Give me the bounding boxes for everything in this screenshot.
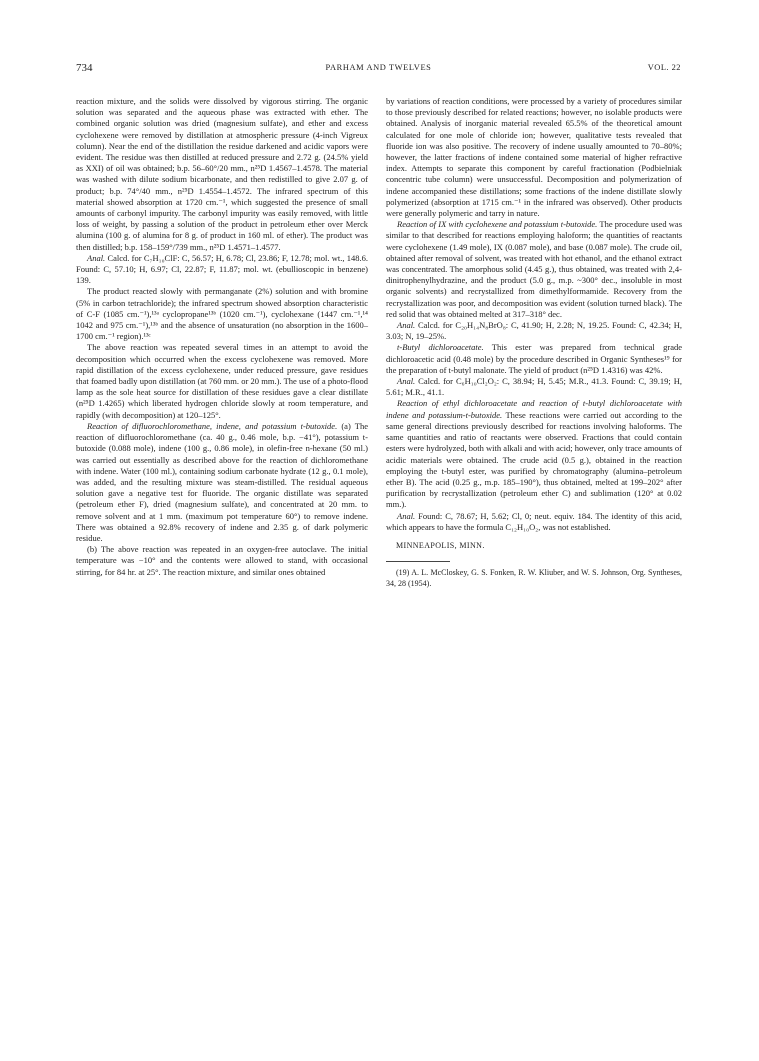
running-header [76, 60, 681, 76]
section-title: Reaction of difluorochloromethane, indene, and potassium t-butoxide. [87, 420, 338, 431]
analysis-text: Found: C, 78.67; H, 5.62; Cl, 0; neut. equiv. 184. The identity of this acid, which appears to have the formula C₁₂H₁₀O₂, was not established. [386, 510, 682, 532]
footnote-rule [386, 561, 450, 562]
analysis-paragraph [76, 253, 368, 287]
section-text: The procedure used was similar to that described for reactions employing haloform; the quantities of reactants were cyclohexene (1.49 mole), IX (0.087 mole), and base (0.087 mole). The crude oil, obtained after removal of solvent, was treated with hot ethanol, and the ethanol extract was concentrated. The amorphous solid (4.45 g.), thus obtained, was treated with 2,4-dinitrophenylhydrazine, and the product (5.0 g., m.p. ~300° dec., insoluble in most organic solvents) and recrystallized from dimethylformamide. Recovery from the recrystallization was poor, and decomposition was evident (solution turned black). The red solid that was obtained melted at 317–318° dec. [386, 219, 682, 319]
running-title: PARHAM AND TWELVES [325, 63, 432, 72]
paragraph: by variations of reaction conditions, were processed by a variety of procedures similar to those previously described for related reactions; however, no isolable products were obtained. Analysis of inorganic material revealed 65.5% of the theoretical amount calculated for one mole of chloride ion; however, qualitative tests revealed that fluoride ion was also positive. The recovery of indene usually amounted to 70–80%; however, the latter fractions of indene contained some material of higher refractive index. Attempts to separate this component by careful fractionation (Podbielniak concentric tube column) were unsuccessful. Decomposition and polymerization of indene accompanied these distillations; some fractions of the indene distillate slowly polymerized (absorption at 1715 cm.⁻¹ in the infrared was observed). Other products were generally polymeric and tarry in nature. [386, 96, 682, 219]
analysis-paragraph [386, 376, 682, 398]
section-paragraph [386, 219, 682, 320]
section-title: Reaction of IX with cyclohexene and potassium t-butoxide. [397, 219, 598, 230]
section-title: Reaction of ethyl dichloroacetate and reaction of t-butyl dichloroacetate with indene and potassium-t-butoxide. [386, 398, 682, 420]
section-paragraph [386, 342, 682, 376]
paragraph: (b) The above reaction was repeated in an oxygen-free autoclave. The initial temperature was −10° and the contents were allowed to stand, with occasional stirring, for 84 hr. at 25°. The reaction mixture, and similar ones obtained [76, 544, 368, 577]
section-text: This ester was prepared from technical grade dichloroacetic acid (0.48 mole) by the procedure described in Organic Syntheses¹⁹ for the preparation of t-butyl malonate. The yield of product (n²⁵D 1.4316) was 42%. [386, 342, 682, 375]
location-line: MINNEAPOLIS, MINN. [396, 540, 485, 550]
right-column [386, 96, 682, 590]
section-text: (a) The reaction of difluorochloromethane (ca. 40 g., 0.46 mole, b.p. −41°), potassium t-butoxide (0.088 mole), indene (100 g., 0.86 mole), in olefin-free n-hexane (50 ml.) was carried out essentially as described above for the reaction of dichloromethane with indene. Water (100 ml.), containing sodium carbonate hydrate (12 g., 0.1 mole), was added, and the resulting mixture was steam-distilled. The residual aqueous solution gave a negative test for fluoride. The organic distillate was separated (petroleum ether F), dried (magnesium sulfate), and concentrated at 20 mm. to remove solvent and at 1 mm. (maximum pot temperature 60°) to remove indene. There was obtained a 92.8% recovery of indene and 2.35 g. of dark polymeric residue. [76, 420, 368, 543]
anal-label: Anal. [397, 320, 416, 331]
section-paragraph [386, 398, 682, 510]
section-title: t-Butyl dichloroacetate. [397, 342, 484, 353]
footnote: (19) A. L. McCloskey, G. S. Fonken, R. W. Kliuber, and W. S. Johnson, Org. Syntheses, 34, 28 (1954). [386, 568, 682, 588]
anal-label: Anal. [397, 376, 416, 387]
analysis-paragraph [386, 320, 682, 342]
volume-label: VOL. 22 [647, 63, 681, 72]
analysis-text: Calcd. for C₆H₁₀Cl₂O₂: C, 38.94; H, 5.45; M.R., 41.3. Found: C, 39.19; H, 5.61; M.R., 41.1. [386, 376, 682, 398]
paragraph: The above reaction was repeated several times in an attempt to avoid the decomposition which occurred when the excess cyclohexene was removed. More rapid distillation of the excess cyclohexene, under reduced pressure, gave residues that foamed badly upon distillation (at 760 mm. or 20 mm.). The use of a photo-flood lamp as the sole heat source for distillation of these residues gave a clear distillate (n²⁵D 1.4265) which liberated hydrogen chloride slowly at room temperature, and rapidly (with decomposition) at 120–125°. [76, 342, 368, 420]
analysis-text: Calcd. for C₇H₁₀ClF: C, 56.57; H, 6.78; Cl, 23.86; F, 12.78; mol. wt., 148.6. Found: C, 57.10; H, 6.97; Cl, 22.87; F, 11.87; mol. wt. (ebullioscopic in benzene) 139. [76, 252, 368, 286]
anal-label: Anal. [397, 510, 416, 521]
anal-label: Anal. [87, 252, 106, 263]
paragraph: The product reacted slowly with permanganate (2%) solution and with bromine (5% in carbon tetrachloride); the infrared spectrum showed absorption characteristic of C-F (1085 cm.⁻¹),¹³ᵃ cyclopropane¹³ᵇ (1020 cm.⁻¹), cyclohexane (1447 cm.⁻¹,¹⁴ 1042 and 975 cm.⁻¹),¹³ᵇ and the absence of unsaturation (no absorption in the 1600–1700 cm.⁻¹ region).¹³ᶜ [76, 286, 368, 342]
analysis-text: Calcd. for C₂₀H₁₄N₈BrO₈: C, 41.90; H, 2.28; N, 19.25. Found: C, 42.34; H, 3.03; N, 19–25%. [386, 320, 682, 342]
section-text: These reactions were carried out according to the same general directions previously described for reactions involving haloforms. The same quantities and ratio of reactants were observed. Fractions that could contain esters were hydrolyzed, both with alkali and with acid; however, only trace amounts of acidic materials were obtained. The crude acid (0.5 g.), obtained in the reaction employing the t-butyl ester, was purified by chromatography (alumina–petroleum ether B). The acid (0.25 g., m.p. 185–190°), thus obtained, melted at 199–202° after purification by recrystallization (petroleum ether C) and sublimation (120° at 0.02 mm.). [386, 409, 682, 510]
paragraph: reaction mixture, and the solids were dissolved by vigorous stirring. The organic solution was separated and the aqueous phase was extracted with ether. The combined organic solution was dried (magnesium sulfate), and ether and excess cyclohexene were removed by distillation at atmospheric pressure (4-inch Vigreux column). Near the end of the distillation the residue darkened and acidic vapors were evident. The residue was then distilled at reduced pressure and 2.72 g. (24.5% yield as XXI) of oil was obtained; b.p. 56–60°/20 mm., n²⁵D 1.4567–1.4578. The material was washed with dilute sodium bicarbonate, and then redistilled to give 2.07 g. of product; b.p. 74°/40 mm., n²⁵D 1.4554–1.4572. The infrared spectrum of this material showed absorption at 1720 cm.⁻¹, which suggested the presence of small amounts of carbonyl impurity. The carbonyl impurity was easily removed, with little loss of weight, by passing a solution of the product in petroleum ether over Merck alumina (100 g. of alumina for 8 g. of product in 160 ml. of ether). The product was then distilled; b.p. 158–159°/739 mm., n²⁵D 1.4571–1.4577. [76, 96, 368, 252]
page-number: 734 [76, 62, 93, 74]
section-paragraph [76, 421, 368, 544]
analysis-paragraph [386, 511, 682, 533]
left-column [76, 96, 368, 578]
